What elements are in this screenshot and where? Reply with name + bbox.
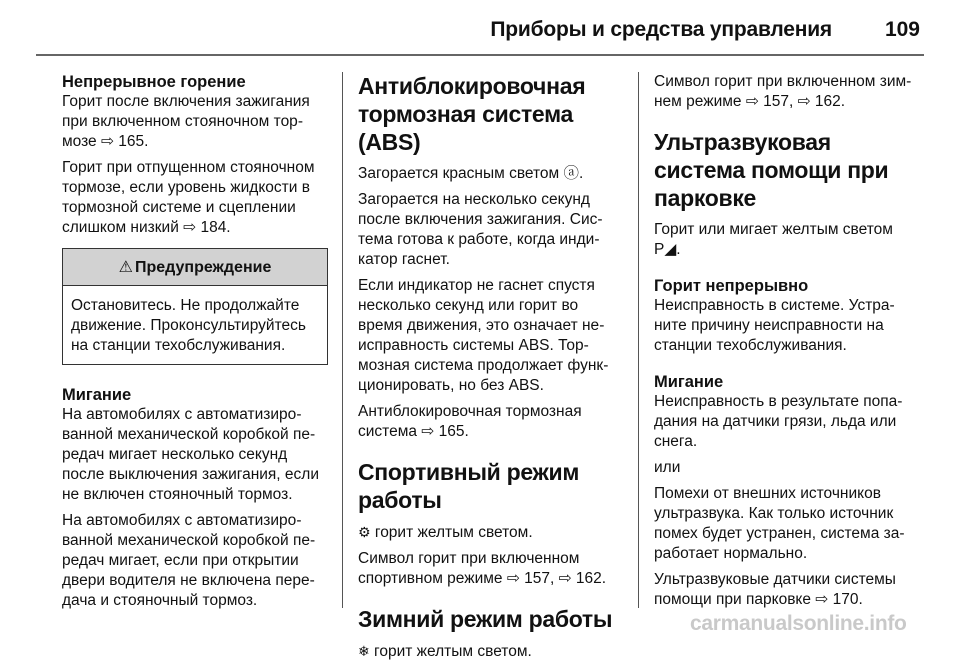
column-right — [654, 72, 920, 616]
page-number: 109 — [884, 18, 920, 41]
paragraph: Если индикатор не гаснет спустя несколько секунд или горит во время движения, это означает неисправность системы ABS. Тормозная система продолжает функционировать, но без ABS. — [358, 277, 609, 394]
warning-triangle-icon: ⚠ — [118, 259, 133, 276]
paragraph: Горит или мигает желтым светом P◢. — [654, 221, 893, 258]
paragraph: Горит после включения зажигания при включенном стояночном тормозе ⇨ 165. — [62, 93, 310, 150]
heading-steady: Горит непрерывно — [654, 277, 809, 295]
paragraph: Антиблокировочная тормозная система ⇨ 165. — [358, 403, 582, 440]
paragraph: ❄ горит желтым светом. — [358, 643, 532, 660]
warning-header — [63, 249, 327, 286]
heading-blink: Мигание — [654, 373, 724, 391]
parking-sensor-icon: P◢. — [654, 241, 681, 258]
heading-sport: Спортивный режим работы — [358, 459, 580, 513]
header-divider — [36, 54, 924, 56]
column-divider — [342, 72, 343, 608]
paragraph: Помехи от внешних источников ультразвука. Как только источник помех будет устранен, система заработает нормально. — [654, 485, 905, 562]
paragraph: На автомобилях с автоматизированной механической коробкой передач мигает, если при открытии двери водителя не включена передача и стояночный тормоз. — [62, 512, 316, 609]
warning-title: Предупреждение — [135, 259, 272, 276]
paragraph: Символ горит при включенном спортивном режиме ⇨ 157, ⇨ 162. — [358, 550, 607, 587]
paragraph: Неисправность в результате попадания на датчики грязи, льда или снега. — [654, 393, 903, 450]
paragraph: Загорается красным светом ⓐ. — [358, 165, 584, 182]
heading-abs: Антиблокировочная тормозная система (ABS) — [358, 73, 586, 155]
paragraph: Ультразвуковые датчики системы помощи при парковке ⇨ 170. — [654, 571, 896, 608]
sport-mode-icon: ⚙ — [358, 524, 371, 540]
heading-parking: Ультразвуковая система помощи при парковке — [654, 129, 889, 211]
warning-box — [62, 248, 328, 365]
column-divider — [638, 72, 639, 608]
paragraph: или — [654, 459, 681, 476]
warning-text: Остановитесь. Не продолжайте движение. Проконсультируйтесь на станции техобслуживания. — [71, 297, 306, 354]
page-title: Приборы и средства управления — [490, 18, 832, 41]
paragraph: На автомобилях с автоматизированной механической коробкой передач мигает несколько секунд после выключения зажигания, если не включен стояночный тормоз. — [62, 406, 319, 503]
heading-steady: Непрерывное горение — [62, 73, 246, 91]
heading-blink: Мигание — [62, 386, 132, 404]
warning-body — [63, 286, 327, 364]
column-middle — [358, 72, 624, 668]
heading-winter: Зимний режим работы — [358, 606, 613, 632]
paragraph: Неисправность в системе. Устраните причину неисправности на станции техобслуживания. — [654, 297, 895, 354]
paragraph: Загорается на несколько секунд после включения зажигания. Система готова к работе, когда индикатор гаснет. — [358, 191, 603, 268]
paragraph: Горит при отпущенном стояночном тормозе, если уровень жидкости в тормозной системе и сцеплении слишком низкий ⇨ 184. — [62, 159, 315, 236]
paragraph: ⚙ горит желтым светом. — [358, 524, 533, 541]
column-left — [62, 72, 328, 617]
snowflake-icon: ❄ — [358, 643, 370, 659]
paragraph: Символ горит при включенном зимнем режиме ⇨ 157, ⇨ 162. — [654, 73, 912, 110]
watermark: carmanualsonline.info — [690, 612, 907, 635]
